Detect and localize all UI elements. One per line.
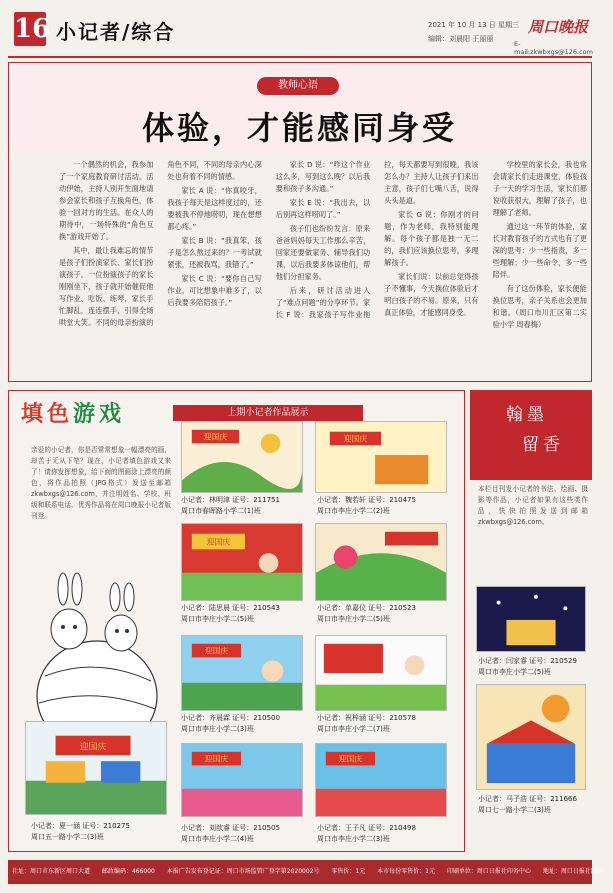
paragraph: 后来，研讨活动进入了“难点问题”的分享环节。家长 F 说：我家孩子写作业拖拉，每天都要写到很晚，我该怎么办？主持人让孩子们来出主意，孩子们七嘴八舌，说得头头是道。 [275, 160, 479, 319]
artwork-caption-line2: 周口市春晖路小学二(1)班 [181, 507, 261, 515]
artwork-caption [181, 603, 280, 625]
artwork-image [181, 743, 303, 817]
ink-intro: 本栏目刊发小记者的书法、绘画、摄影等作品，小记者如果有这些类作品，快快拍照发送到邮箱zkwbxgs@126.com。 [478, 485, 588, 526]
artwork-illustration [182, 422, 302, 492]
paragraph: 家长 D 说：“咋这个作业这么多，写到这么晚？以后我要和孩子多沟通。” [275, 160, 371, 193]
paragraph: 家长 C 说：“要你自己写作业，可比想象中难多了，以后我要多陪陪孩子。” [167, 274, 262, 307]
artwork-caption [317, 713, 416, 735]
artwork-illustration [316, 524, 446, 600]
artwork-caption-line2: 周口市李庄小学二(5)班 [317, 615, 390, 623]
artwork-caption-line1: 小记者：闫家睿 证号：210529 [478, 657, 577, 665]
paragraph: 家长 G 说：你刚才的问题，作为老师，我特别能理解。每个孩子都是独一无二的，我们应该换位思考，多理解孩子。 [384, 210, 479, 267]
artwork-caption-line1: 小记者：祝梓涵 证号：210578 [317, 714, 416, 722]
artwork-caption-line2: 周口市李庄小学二(4)班 [181, 835, 254, 843]
ink-title-line2: 留香 [522, 435, 564, 455]
artwork-image [181, 421, 303, 493]
header-info [428, 20, 519, 48]
paragraph: 通过这一环节的体验，家长对教育孩子的方式也有了更深的思考：少一些指责，多一些理解；少一些命令，多一些陪伴。 [492, 222, 587, 279]
artwork-illustration [182, 636, 302, 710]
artwork-caption-line2: 周口市李庄小学二(3)班 [317, 835, 390, 843]
calligraphy-section [470, 390, 592, 852]
artwork-image [181, 523, 303, 601]
contact-email[interactable]: E-mail:zkwbxgs@126.com [514, 40, 593, 56]
artwork-image [476, 684, 586, 790]
column-tag: 教师心语 [257, 77, 339, 95]
artwork-caption [181, 713, 280, 735]
artwork-banner-text: 迎国庆 [203, 432, 228, 442]
page-number: 16 [14, 14, 51, 44]
game-title-part2: 游戏 [73, 402, 126, 427]
footer-item: 零售价：1元 [331, 868, 366, 875]
paragraph: 学校里的家长会，我也常会请家长们走进课堂，体验孩子一天的学习生活，家长们都说收获很大，理解了孩子，也理解了老师。 [492, 160, 587, 217]
article-title: 体验，才能感同身受 [141, 109, 457, 147]
artwork-caption-line1: 小记者：林明津 证号：211751 [181, 496, 280, 504]
artwork-caption [317, 495, 416, 517]
artwork-image [476, 586, 586, 652]
artwork-image [25, 721, 167, 815]
artwork-illustration [477, 587, 585, 651]
artwork-caption [478, 794, 577, 816]
article-body [59, 159, 587, 377]
issue-date: 2021 年 10 月 13 日 星期三 [428, 21, 519, 29]
artwork-caption-line2: 周口五一路小学二(3)班 [31, 833, 104, 841]
artwork-caption-line2: 周口市李庄小学二(5)班 [478, 668, 551, 676]
paragraph: 家长 A 说：“你真咬牙，我孩子每天是这样度过的，还要被我不停地唠叨，现在想想都心疼。” [167, 186, 262, 231]
artwork-image [315, 743, 447, 817]
artwork-caption [478, 656, 577, 678]
artwork-caption-line2: 周口七一路小学二(3)班 [478, 806, 551, 814]
page-footer [8, 860, 603, 884]
artwork-caption-line2: 周口市李庄小学二(7)班 [317, 725, 390, 733]
teacher-column [8, 62, 592, 382]
artwork-banner-text: 迎国庆 [79, 742, 107, 753]
artwork-illustration [182, 524, 302, 600]
footer-item: 本报广告发布登记证：周口市场监管广登字第2020002号 [166, 868, 320, 875]
artwork-caption [181, 823, 280, 845]
ink-banner [470, 390, 592, 480]
artwork-caption-line1: 小记者：齐晨霖 证号：210500 [181, 714, 280, 722]
coloring-game-section [8, 390, 465, 852]
artwork-banner-text: 迎国庆 [343, 434, 368, 444]
artwork-caption-line1: 小记者：单嘉仪 证号：210523 [317, 604, 416, 612]
game-title-part1: 填色 [21, 402, 74, 427]
showcase-tag: 上期小记者作品展示 [173, 405, 363, 421]
artwork-caption-line1: 小记者：王子凡 证号：210498 [317, 824, 416, 832]
footer-item: 地址：周口日报社院内 [542, 868, 603, 875]
artwork-banner-text: 迎国庆 [338, 754, 363, 764]
section-title: 小记者/综合 [56, 20, 176, 44]
artwork-banner-text: 迎国庆 [204, 754, 229, 764]
newspaper-logo: 周口晚报 [528, 18, 589, 36]
artwork-caption-line1: 小记者：马子浩 证号：211666 [478, 795, 577, 803]
paragraph: 家长们说：以前总觉得孩子不懂事，今天换位体验后才明白孩子的不易。原来，只有真正体验，才能感同身受。 [384, 272, 479, 317]
artwork-image [315, 421, 447, 493]
paragraph: 家长 E 说：“我出去，以后别再这样唠叨了。” [275, 198, 371, 219]
artwork-illustration [26, 722, 166, 814]
paragraph: 其中，最让我难忘的情节是孩子们扮演家长、家长们扮演孩子。一位扮演孩子的家长刚刚坐下，孩子就开始催促他写作业、吃饭、练琴，家长手忙脚乱，连连摆手，引得全场哄堂大笑。不同的母亲扮演的角色不同，不同的母亲内心深处也有着不同的情感。 [59, 160, 262, 327]
footer-item: 社址：周口市东新区周口大道 [12, 868, 91, 875]
paragraph: 孩子们也纷纷发言：原来爸爸妈妈每天工作那么辛苦，回家还要做家务、辅导我们功课，以后我要多体谅他们，帮他们分担家务。 [275, 224, 371, 281]
artwork-illustration [316, 636, 446, 710]
artwork-image [315, 635, 447, 711]
game-intro: 亲爱的小记者，你是否常常想象一幅漂亮的画，却苦于无从下笔？现在，小记者填色游戏又来了！请你发挥想象，给下面的图画涂上漂亮的颜色，将作品拍照（JPG格式）发送至邮箱 zkwbxgs@126.com，并注明姓名、学校、班级和联系电话。优秀作品将在周口晚报小记者版刊登。 [31, 446, 171, 520]
artwork-caption-line1: 小记者：魏若轩 证号：210475 [317, 496, 416, 504]
artwork-banner-text: 迎国庆 [206, 537, 231, 547]
artwork-caption-line2: 周口市李庄小学二(5)班 [181, 615, 254, 623]
artwork-illustration [316, 744, 446, 816]
artwork-image [315, 523, 447, 601]
footer-item: 印刷单位：周口日报社印务中心 [446, 868, 531, 875]
artwork-caption [181, 495, 280, 517]
artwork-caption-line1: 小记者：陆思晨 证号：210543 [181, 604, 280, 612]
artwork-illustration [182, 744, 302, 816]
artwork-illustration [477, 685, 585, 789]
artwork-caption-line1: 小记者：夏一涵 证号：210275 [31, 822, 130, 830]
artwork-illustration [316, 422, 446, 492]
artwork-banner-text: 迎国庆 [204, 646, 229, 656]
paragraph: 有了这份体验，家长便能换位思考，亲子关系也会更加和谐。（周口市川汇区第二实验小学 周春梅） [492, 284, 587, 329]
article-banner [9, 63, 590, 153]
artwork-caption-line2: 周口市李庄小学二(3)班 [181, 725, 254, 733]
paragraph: 一个偶然的机会，我参加了一个家庭教育研讨活动。活动伊始，主持人别开生面地请参会家长和孩子互换角色，体验一回对方的生活。在众人的期待中，一场特殊的“角色互换”游戏开始了。 [59, 160, 154, 241]
ink-title-line1: 翰墨 [506, 405, 548, 425]
artwork-caption [31, 821, 130, 843]
artwork-image [181, 635, 303, 711]
page-header [8, 8, 592, 58]
editors: 编辑：刘晨阳 王丽丽 [428, 35, 494, 43]
artwork-caption-line2: 周口市李庄小学二(2)班 [317, 507, 390, 515]
footer-item: 邮政编码：466000 [101, 868, 155, 875]
artwork-caption [317, 603, 416, 625]
artwork-caption-line1: 小记者：刘歆睿 证号：210505 [181, 824, 280, 832]
footer-item: 本市每份零售价：1元 [377, 868, 435, 875]
artwork-caption [317, 823, 416, 845]
game-title [21, 397, 125, 428]
paragraph: 家长 B 说：“我真笨，孩子是怎么熬过来的？一考试就紧张，还被我骂，我错了。” [167, 236, 262, 269]
